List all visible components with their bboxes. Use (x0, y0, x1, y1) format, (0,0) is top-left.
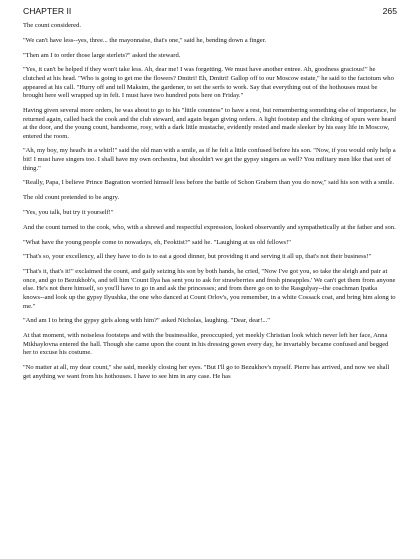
paragraph: "Then am I to order those large sterlets?" asked the steward. (23, 51, 181, 59)
paragraph: The old count pretended to be angry. (23, 194, 120, 202)
paragraph: "That's it, that's it!" exclaimed the count, and gaily seizing his son by both hands, he cried, "Now I've got you, so take the sleigh and pair at once, and go to Bezukhob's, and tell him 'Count Ilya has sent you to ask for strawberries and fresh pineapples.' We can't get them from anyone else. He's not there himself, so you'll have to go in and ask the princesses; and from there go on to the Rasgulyay--the coachman Ipatka knows--and look up the gypsy Ilyushka, the one who danced at Count Orlov's, you remember, in a white Cossack coat, and bring him along to me." (23, 268, 396, 310)
paragraph: "No matter at all, my dear count," she said, meekly closing her eyes. "But I'll go to Bezukhov's myself. Pierre has arrived, and now we shall get anything we want from his hothouses. I have to see him in any case. He has (23, 364, 390, 380)
book-page (23, 6, 397, 387)
chapter-heading: CHAPTER II (23, 6, 72, 16)
paragraph: "Yes, you talk, but try it yourself!" (23, 209, 114, 216)
paragraph: "What have the young people come to nowadays, eh, Feoktist?" said he. "Laughing at us old fellows!" (23, 238, 291, 246)
paragraph: "Really, Papa, I believe Prince Bagration worried himself less before the battle of Schon Grabern than you do now," said his son with a smile. (23, 179, 395, 187)
paragraph: "Yes, it can't be helped if they won't take less. Ah, dear me! I was forgetting. We must have another entree. Ah, goodness gracious!" he clutched at his head. "Who is going to get me the flowers? Dmitri! Eh, Dmitri! Gallop off to our Moscow estate," he said to the factotum who appeared at his call. "Hurry off and tell Maksim, the gardener, to set the serfs to work. Say that everything out of the hothouses must be brought here well wrapped up in felt. I must have two hundred pots here on Friday." (23, 66, 394, 100)
paragraph: At that moment, with noiseless footsteps and with the businesslike, preoccupied, yet meekly Christian look which never left her face, Anna Mikhaylovna entered the hall. Though she came upon the count in his dressing gown every day, he invariably became confused and begged her to excuse his costume. (23, 332, 389, 357)
page-number: 265 (382, 6, 397, 16)
paragraph: "We can't have less--yes, three... the mayonnaise, that's one," said he, bending down a finger. (23, 36, 267, 44)
paragraph: "And am I to bring the gypsy girls along with him?" asked Nicholas, laughing. "Dear, dear!..." (23, 317, 270, 325)
paragraph: The count considered. (23, 22, 81, 29)
paragraph: "Ah, my boy, my head's in a whirl!" said the old man with a smile, as if he felt a little confused before his son. "Now, if you would only help a bit! I must have singers too. I shall have my own orchestra, but shouldn't we get the gypsy singers as well? You military men like that sort of thing." (23, 147, 396, 172)
body-text (23, 22, 397, 381)
paragraph: "That's so, your excellency, all they have to do is to eat a good dinner, but providing it and serving it all up, that's not their business!" (23, 253, 372, 261)
paragraph: Having given several more orders, he was about to go to his "little countess" to have a rest, but remembering something else of importance, he returned again, called back the cook and the club steward, and again began giving orders. A light footstep and the clinking of spurs were heard at the door, and the young count, handsome, rosy, with a dark little mustache, evidently rested and made sleeker by his easy life in Moscow, entered the room. (23, 106, 397, 140)
running-header (23, 6, 397, 17)
paragraph: And the count turned to the cook, who, with a shrewd and respectful expression, looked observantly and sympathetically at the father and son. (23, 223, 396, 231)
